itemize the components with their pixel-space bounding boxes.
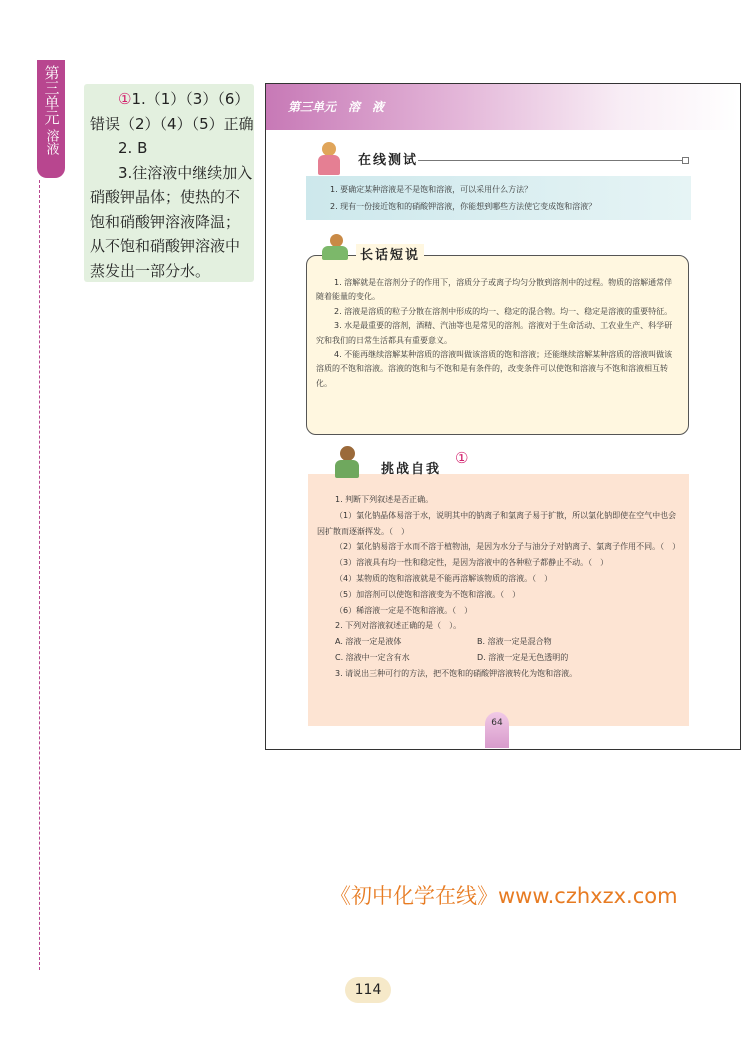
challenge-option-b: B. 溶液一定是混合物 [477, 637, 552, 647]
textbook-page [265, 83, 741, 750]
challenge-box [308, 474, 689, 726]
challenge-item-5: （5）加溶剂可以使饱和溶液变为不饱和溶液。（ ） [335, 589, 521, 599]
girl-illustration [314, 142, 344, 178]
online-test-rule-end [682, 157, 689, 164]
challenge-mark: ① [455, 449, 469, 467]
inner-page-number: 64 [485, 712, 509, 748]
watermark [330, 880, 678, 910]
answer-number-mark: ① [118, 90, 132, 108]
challenge-option-d: D. 溶液一定是无色透明的 [477, 652, 569, 662]
summary-paragraph-1: 1. 溶解就是在溶剂分子的作用下，溶质分子或离子均匀分散到溶剂中的过程。物质的溶解通常伴随着能量的变化。 [316, 278, 673, 302]
answer-line-2: 2. B [118, 139, 148, 157]
summary-paragraph-4: 4. 不能再继续溶解某种溶质的溶液叫做该溶质的饱和溶液；还能继续溶解某种溶质的溶液叫做该溶质的不饱和溶液。溶液的饱和与不饱和是有条件的，改变条件可以使饱和溶液与不饱和溶液相互转化。 [316, 350, 673, 388]
unit-side-tab-title: 第三单元 [42, 65, 61, 125]
answer-line-3: 3.往溶液中继续加入硝酸钾晶体；使热的不饱和硝酸钾溶液降温；从不饱和硝酸钾溶液中蒸发出一部分水。 [90, 163, 253, 280]
answer-line-1: 1.（1）（3）（6）错误（2）（4）（5）正确 [90, 90, 254, 133]
challenge-question-3: 3. 请说出三种可行的方法，把不饱和的硝酸钾溶液转化为饱和溶液。 [335, 668, 578, 678]
summary-title: 长话短说 [356, 244, 424, 263]
unit-header-bar [266, 84, 739, 130]
thinking-boy-illustration [330, 446, 364, 480]
challenge-question-2: 2. 下列对溶液叙述正确的是（ ）。 [335, 621, 462, 631]
challenge-option-a: A. 溶液一定是液体 [335, 637, 402, 647]
side-dashed-line [39, 180, 40, 970]
online-test-box [306, 176, 691, 220]
online-test-title: 在线测试 [358, 153, 419, 168]
unit-header-title: 第三单元 溶 液 [288, 100, 385, 114]
challenge-item-1: （1）氯化钠晶体易溶于水，说明其中的钠离子和氯离子易于扩散，所以氯化钠即使在空气中也会因扩散而逐渐挥发。（ ） [317, 510, 677, 536]
unit-side-tab [37, 60, 65, 178]
challenge-option-c: C. 溶液中一定含有水 [335, 652, 410, 662]
online-test-rule [418, 160, 683, 161]
watermark-url: www.czhxzx.com [498, 884, 678, 908]
challenge-item-6: （6）稀溶液一定是不饱和溶液。（ ） [335, 605, 473, 615]
unit-side-tab-subtitle: 溶液 [43, 129, 59, 155]
reading-boy-illustration [316, 234, 352, 264]
summary-box [306, 255, 689, 435]
page-number: 114 [345, 977, 391, 1003]
summary-paragraph-3: 3. 水是最重要的溶剂，酒精、汽油等也是常见的溶剂。溶液对于生命活动、工农业生产、科学研究和我们的日常生活都具有重要意义。 [316, 321, 673, 345]
challenge-item-2: （2）氯化钠易溶于水而不溶于植物油，是因为水分子与油分子对钠离子、氯离子作用不同。（ ） [335, 542, 681, 552]
summary-paragraph-2: 2. 溶液是溶质的粒子分散在溶剂中形成的均一、稳定的混合物。均一、稳定是溶液的重要特征。 [334, 306, 673, 316]
challenge-item-3: （3）溶液具有均一性和稳定性，是因为溶液中的各种粒子都静止不动。（ ） [335, 558, 609, 568]
challenge-item-4: （4）某物质的饱和溶液就是不能再溶解该物质的溶液。（ ） [335, 573, 553, 583]
online-test-question-1: 1. 要确定某种溶液是不是饱和溶液，可以采用什么方法？ [330, 185, 533, 194]
challenge-title: 挑战自我 [381, 462, 442, 477]
watermark-text: 《初中化学在线》 [330, 884, 498, 908]
challenge-question-1: 1. 判断下列叙述是否正确。 [335, 495, 434, 504]
online-test-question-2: 2. 现有一份接近饱和的硝酸钾溶液，你能想到哪些方法使它变成饱和溶液？ [330, 202, 597, 211]
answer-box [84, 84, 254, 282]
